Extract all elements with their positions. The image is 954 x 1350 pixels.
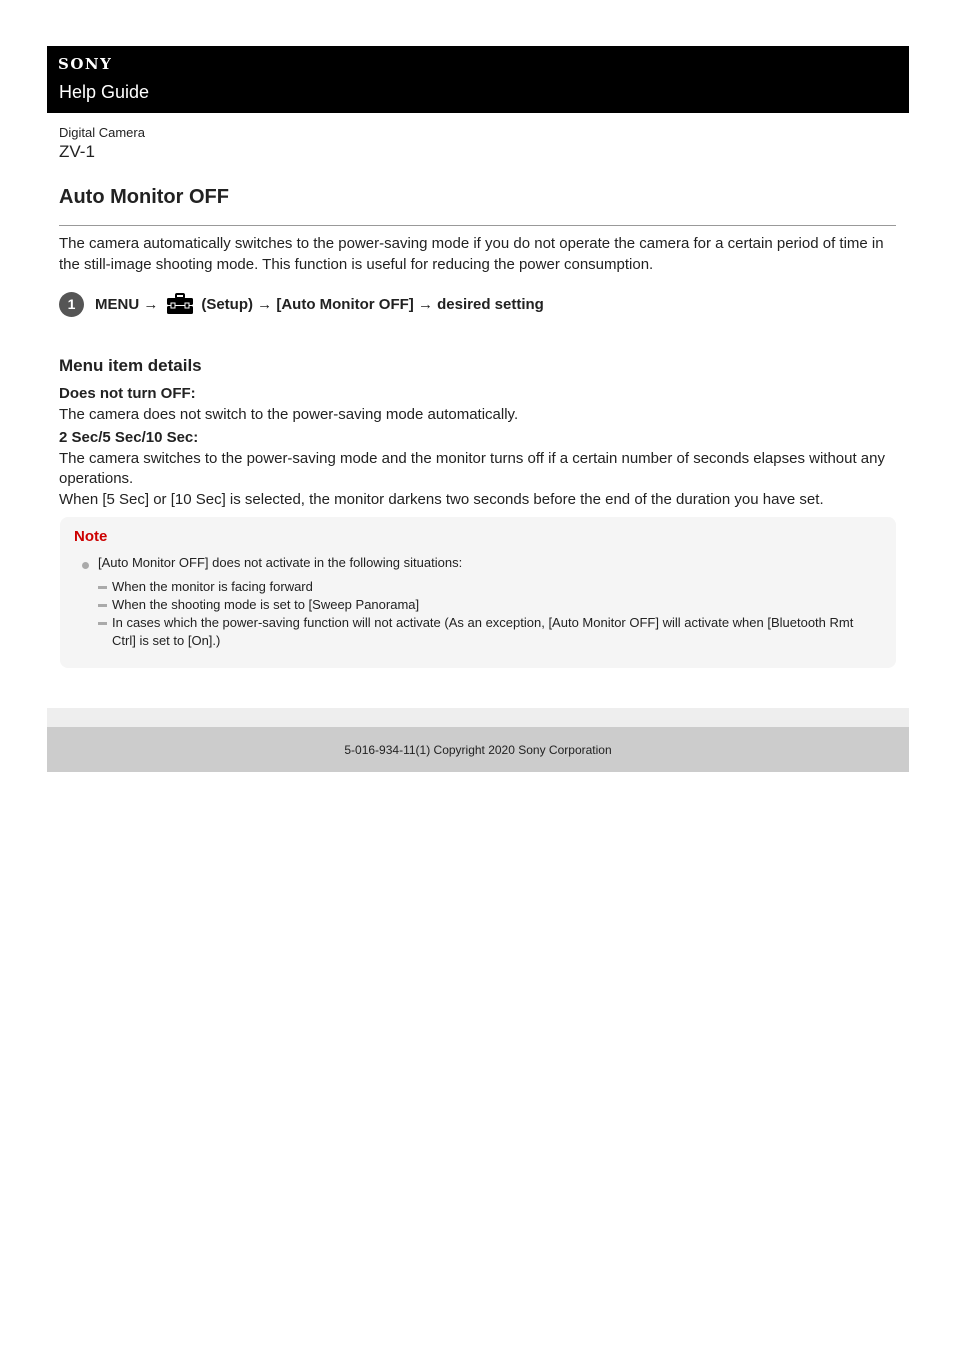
note-text: [Auto Monitor OFF] does not activate in the following situations:	[98, 555, 463, 570]
footer-spacer	[47, 708, 909, 727]
menu-item-desc: The camera switches to the power-saving mode and the monitor turns off if a certain number of seconds elapses without any operations.	[59, 449, 885, 487]
product-type: Digital Camera	[59, 125, 145, 140]
dash-icon	[98, 622, 107, 625]
menu-item-desc-extra: When [5 Sec] or [10 Sec] is selected, the monitor darkens two seconds before the end of the duration you have set.	[59, 490, 824, 508]
list-item: When the monitor is facing forward	[98, 578, 878, 596]
page-title: Auto Monitor OFF	[59, 186, 229, 208]
toolbox-icon	[166, 293, 194, 315]
page-header	[47, 46, 909, 113]
menu-item-desc: The camera does not switch to the power-saving mode automatically.	[59, 405, 519, 423]
step-number-badge: 1	[59, 292, 84, 317]
help-guide-title: Help Guide	[59, 82, 150, 102]
note-box	[60, 517, 896, 668]
dash-icon	[98, 604, 107, 607]
copyright-text: 5-016-934-11(1) Copyright 2020 Sony Corporation	[344, 742, 612, 757]
sony-logo: SONY	[58, 55, 113, 73]
product-model: ZV-1	[59, 142, 95, 161]
intro-paragraph: The camera automatically switches to the power-saving mode if you do not operate the camera for a certain period of time in the still-image shooting mode. This function is useful for reducing the power consumption.	[59, 235, 884, 273]
list-item: When the shooting mode is set to [Sweep Panorama]	[98, 596, 878, 614]
step-path-label: (Setup) → [Auto Monitor OFF] → desired setting	[201, 295, 544, 313]
dash-icon	[98, 586, 107, 589]
note-title: Note	[74, 528, 108, 545]
menu-item-term: Does not turn OFF:	[59, 385, 196, 402]
bullet-icon	[82, 562, 89, 569]
page-footer	[47, 727, 909, 772]
menu-item-term: 2 Sec/5 Sec/10 Sec:	[59, 429, 199, 446]
step-1	[59, 291, 544, 317]
step-menu-label: MENU →	[95, 295, 159, 313]
title-divider	[59, 225, 896, 226]
menu-details-title: Menu item details	[59, 356, 202, 375]
note-sublist	[98, 578, 878, 650]
menu-details	[59, 384, 899, 510]
list-item: In cases which the power-saving function will not activate (As an exception, [Auto Monitor OFF] will activate when [Bluetooth Rmt Ctrl] is set to [On].)	[98, 614, 878, 650]
